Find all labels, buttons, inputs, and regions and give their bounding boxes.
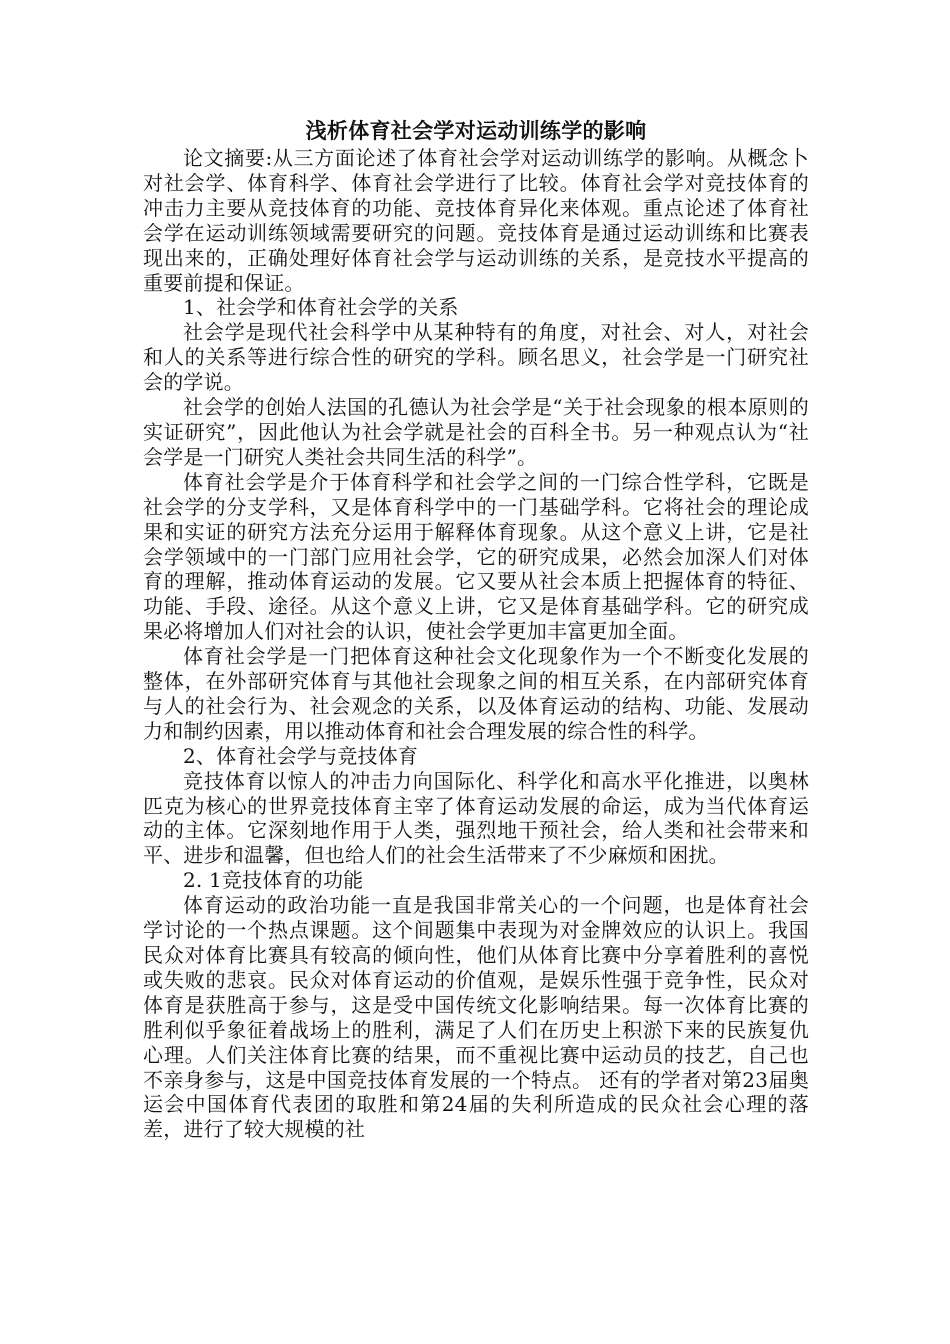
abstract-paragraph: 论文摘要:从三方面论述了体育社会学对运动训练学的影响。从概念卜对社会学、体育科学、体育社会学进行了比较。体育社会学对竞技体育的冲击力主要从竞技体育的功能、竞技体育异化来体观。重点论述了体育社会学在运动训练领域需要研究的问题。竞技体育是通过运动训练和比赛表现出来的，正确处理好体育社会学与运动训练的关系，是竞技水平提高的重要前提和保证。 <box>143 146 809 295</box>
body-paragraph: 社会学的创始人法国的孔德认为社会学是“关于社会现象的根本原则的实证研究”，因此他认为社会学就是社会的百科全书。另一种观点认为“社会学是一门研究人类社会共同生活的科学”。 <box>143 395 809 469</box>
document-page <box>143 118 809 1142</box>
body-paragraph: 竞技体育以惊人的冲击力向国际化、科学化和高水平化推进，以奥林匹克为核心的世界竞技体育主宰了体育运动发展的命运，成为当代体育运动的主体。它深刻地作用于人类，强烈地干预社会，给人类和社会带来和平、进步和温馨，但也给人们的社会生活带来了不少麻烦和困扰。 <box>143 768 809 868</box>
body-paragraph: 体育社会学是一门把体育这种社会文化现象作为一个不断变化发展的整体，在外部研究体育与其他社会现象之间的相互关系，在内部研究体育与人的社会行为、社会观念的关系，以及体育运动的结构、功能、发展动力和制约因素，用以推动体育和社会合理发展的综合性的科学。 <box>143 644 809 743</box>
body-paragraph: 体育运动的政治功能一直是我国非常关心的一个问题，也是体育社会学讨论的一个热点课题。这个间题集中表现为对金牌效应的认识上。我国民众对体育比赛具有较高的倾向性，他们从体育比赛中分享着胜利的喜悦或失败的悲哀。民众对体育运动的价值观，是娱乐性强于竞争性，民众对体育是获胜高于参与，这是受中国传统文化影响结果。每一次体育比赛的胜利似乎象征着战场上的胜利，满足了人们在历史上积淤下来的民族复仇心理。人们关注体育比赛的结果，而不重视比赛中运动员的技艺，自己也不亲身参与，这是中国竞技体育发展的一个特点。 还有的学者对第23届奥运会中国体育代表团的取胜和第24届的失利所造成的民众社会心理的落差，进行了较大规模的社 <box>143 893 809 1142</box>
section-heading-1: 1、社会学和体育社会学的关系 <box>183 295 459 320</box>
body-paragraph: 社会学是现代社会科学中从某种特有的角度，对社会、对人，对社会和人的关系等进行综合性的研究的学科。顾名思义，社会学是一门研究社会的学说。 <box>143 320 809 395</box>
section-heading-2: 2、体育社会学与竞技体育 <box>183 743 419 768</box>
subsection-heading-2-1: 2. 1竞技体育的功能 <box>183 868 364 893</box>
body-paragraph: 体育社会学是介于体育科学和社会学之间的一门综合性学科，它既是社会学的分支学科，又是体育科学中的一门基础学科。它将社会的理论成果和实证的研究方法充分运用于解释体育现象。从这个意义上讲，它是社会学领域中的一门部门应用社会学，它的研究成果，必然会加深人们对体育的理解，推动体育运动的发展。它又要从社会本质上把握体育的特征、功能、手段、途径。从这个意义上讲，它又是体育基础学科。它的研究成果必将增加人们对社会的认识，使社会学更加丰富更加全面。 <box>143 469 809 644</box>
document-title: 浅析体育社会学对运动训练学的影响 <box>305 119 647 143</box>
